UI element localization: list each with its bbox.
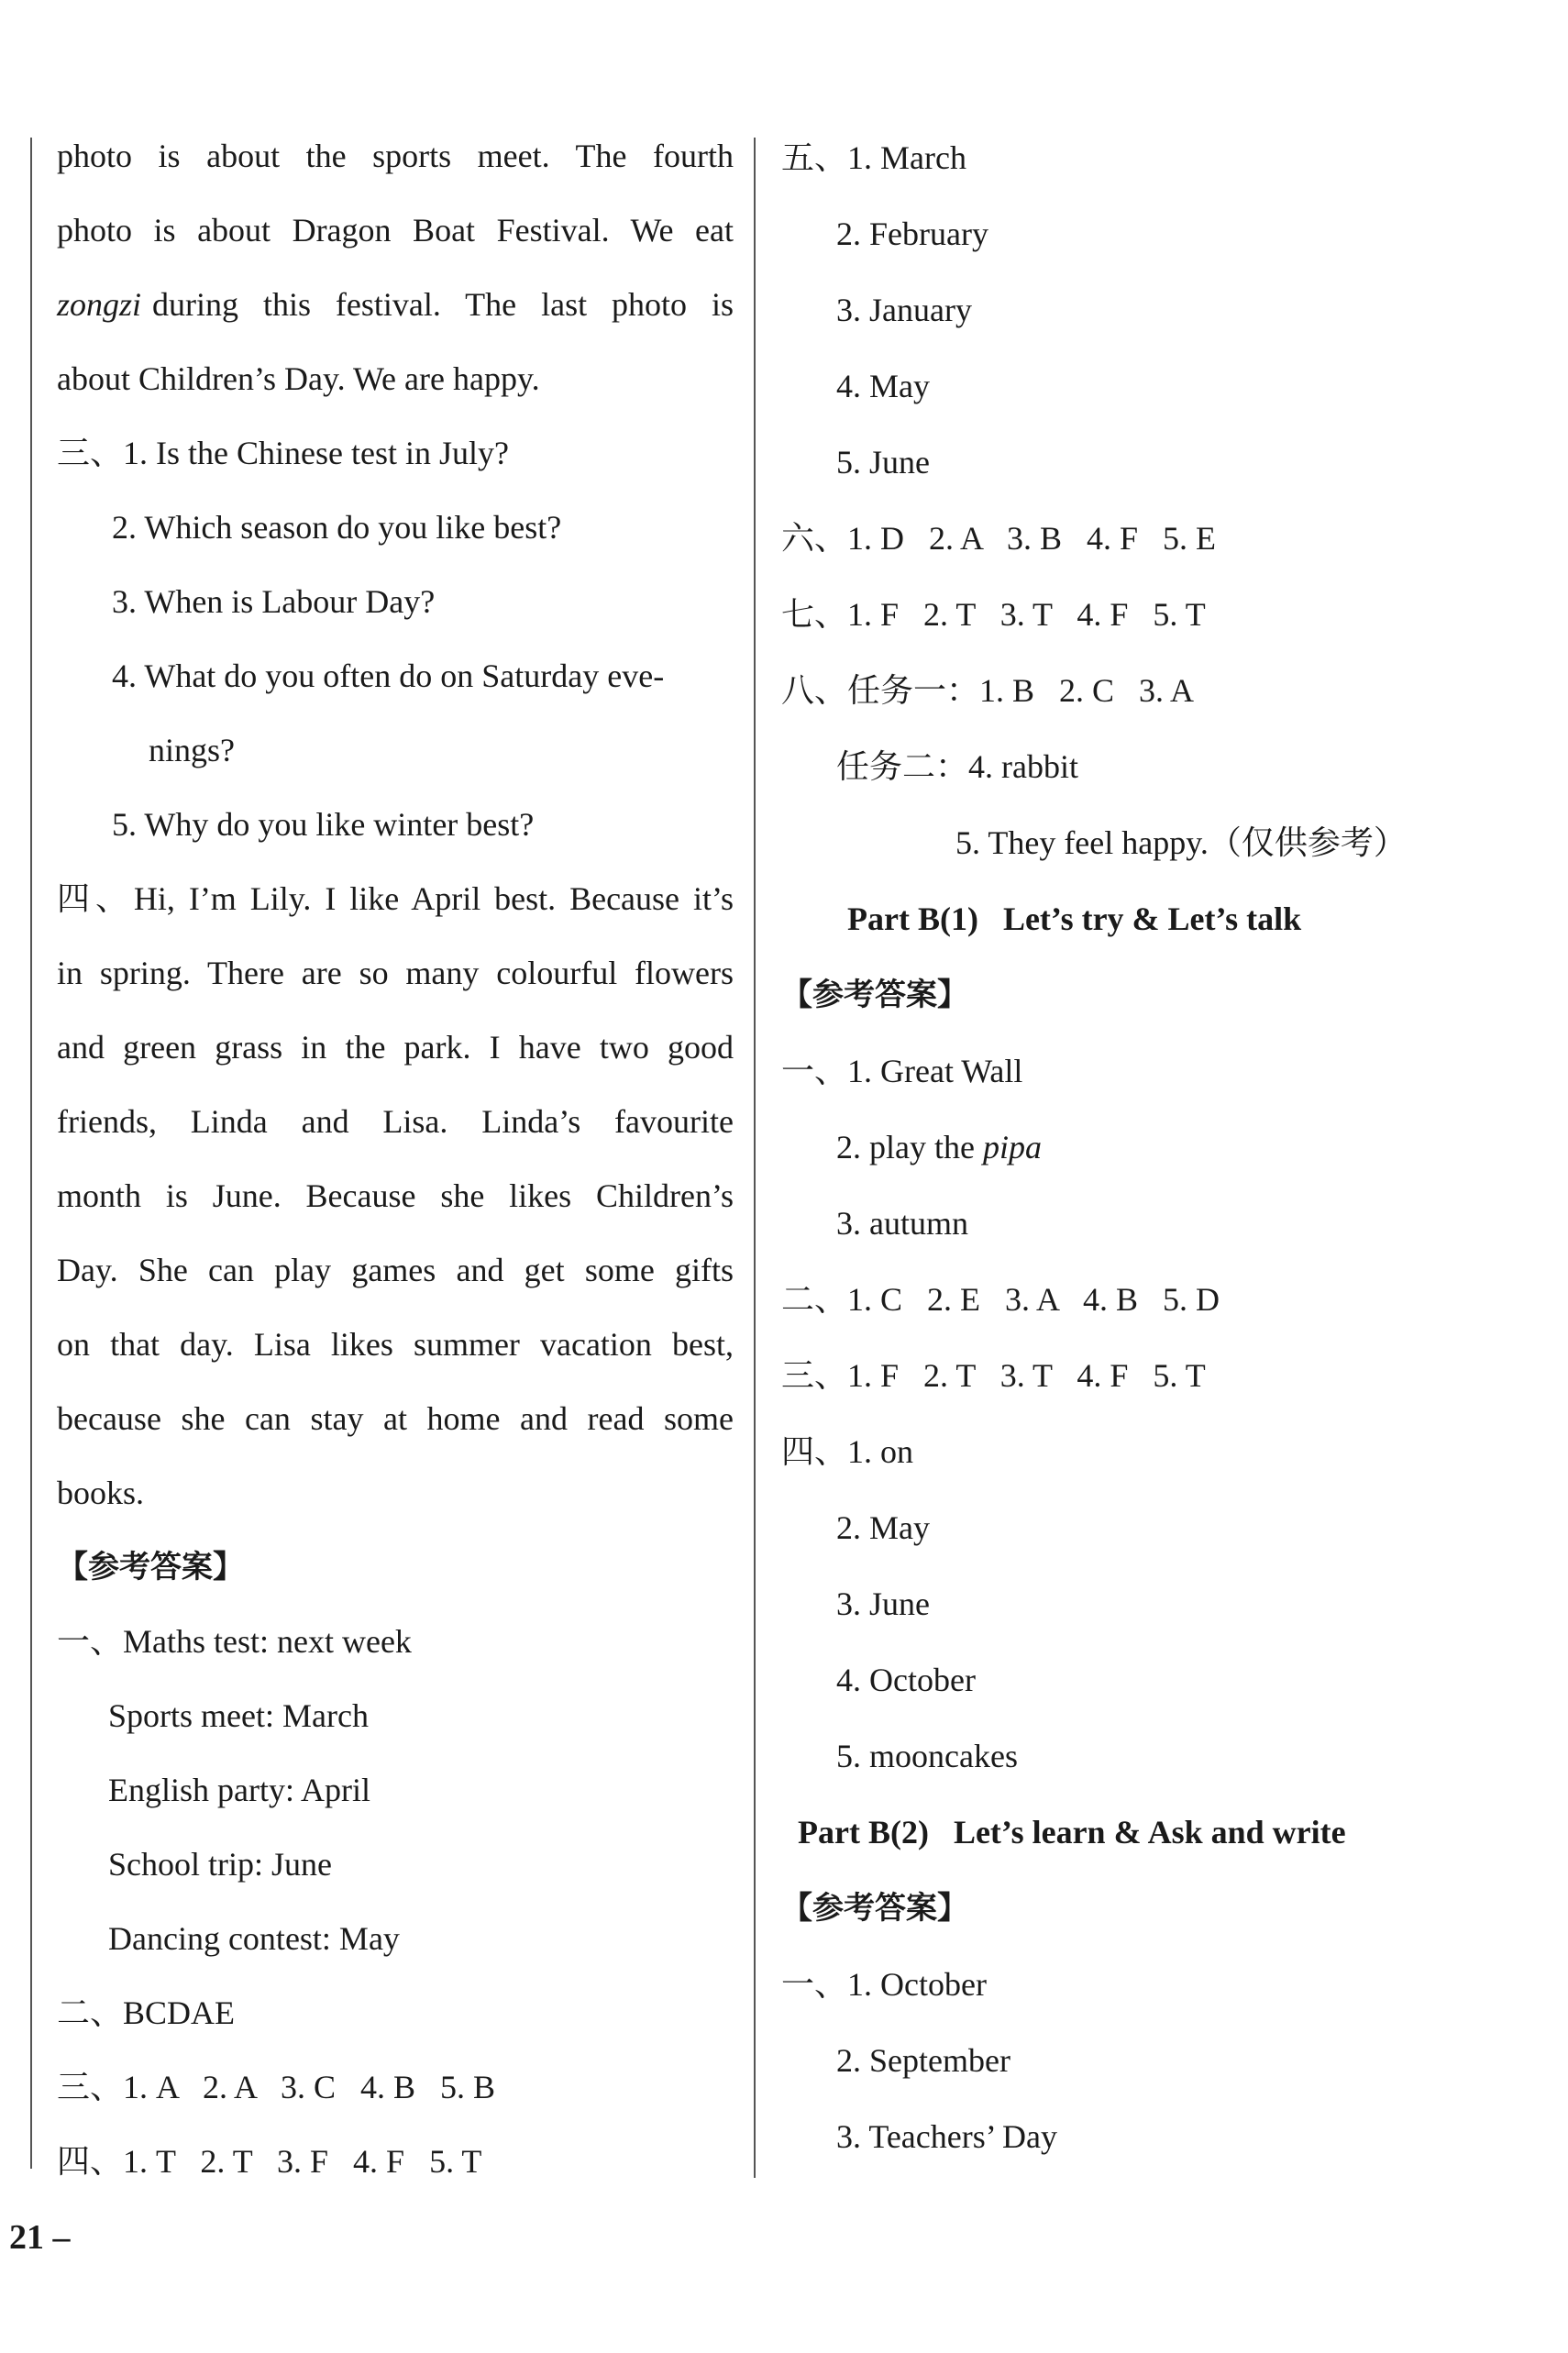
answer-line: 一、Maths test: next week	[57, 1623, 412, 1660]
answer-line: 3. January	[836, 292, 972, 328]
answer-line: 三、1. F 2. T 3. T 4. F 5. T	[781, 1357, 1206, 1394]
answer-line: 任务二：4. rabbit	[836, 748, 1078, 785]
passage-line: photo is about the sports meet. The fourth	[57, 138, 734, 174]
answer-line: 六、1. D 2. A 3. B 4. F 5. E	[781, 520, 1217, 557]
pipa-word: pipa	[982, 1129, 1042, 1165]
question-line: nings?	[149, 732, 235, 768]
question-line: 4. What do you often do on Saturday eve-	[112, 657, 665, 694]
question-line: 三、1. Is the Chinese test in July?	[57, 435, 509, 471]
answer-line: 4. May	[836, 368, 930, 404]
section-title: Part B(2) Let’s learn & Ask and write	[798, 1814, 1346, 1850]
answer-heading: 【参考答案】	[781, 977, 968, 1013]
answer-heading: 【参考答案】	[781, 1890, 968, 1927]
answer-line: 5. They feel happy.（仅供参考）	[955, 824, 1407, 861]
answer-line: School trip: June	[108, 1846, 332, 1883]
answer-heading: 【参考答案】	[57, 1549, 244, 1585]
answer-line: 2. September	[836, 2042, 1010, 2079]
writing-line: because she can stay at home and read some	[57, 1400, 734, 1437]
passage-line	[57, 284, 734, 325]
answer-line: 四、1. T 2. T 3. F 4. F 5. T	[57, 2143, 482, 2180]
writing-line: on that day. Lisa likes summer vacation best,	[57, 1326, 734, 1363]
writing-line: Day. She can play games and get some gifts	[57, 1252, 734, 1288]
answer-line: 三、1. A 2. A 3. C 4. B 5. B	[57, 2069, 496, 2105]
section-title: Part B(1) Let’s try & Let’s talk	[847, 900, 1302, 937]
answer-line: 5. mooncakes	[836, 1738, 1018, 1774]
writing-line: books.	[57, 1475, 145, 1511]
answer-line: 五、1. March	[781, 139, 966, 176]
answer-line: 四、1. on	[781, 1433, 914, 1470]
answer-line: Sports meet: March	[108, 1697, 369, 1734]
answer-line	[781, 1127, 1042, 1167]
answer-line: 七、1. F 2. T 3. T 4. F 5. T	[781, 596, 1206, 633]
answer-line: English party: April	[108, 1772, 370, 1808]
passage-line-rest: during this festival. The last photo is	[152, 286, 734, 323]
passage-line: photo is about Dragon Boat Festival. We eat	[57, 212, 734, 249]
question-line: 3. When is Labour Day?	[112, 583, 436, 620]
answer-line: 一、1. Great Wall	[781, 1053, 1023, 1089]
answer-line: 2. February	[836, 215, 988, 252]
answer-line: 2. May	[836, 1509, 930, 1546]
answer-line: 3. Teachers’ Day	[836, 2118, 1058, 2155]
answer-line: 二、1. C 2. E 3. A 4. B 5. D	[781, 1281, 1220, 1318]
writing-line: friends, Linda and Lisa. Linda’s favourite	[57, 1103, 734, 1140]
answer-line: 5. June	[836, 444, 930, 481]
answer-line: 八、任务一：1. B 2. C 3. A	[781, 672, 1195, 709]
left-margin-rule	[30, 138, 32, 2169]
writing-line: and green grass in the park. I have two good	[57, 1029, 734, 1066]
answer-line: 3. autumn	[836, 1205, 968, 1242]
writing-line: month is June. Because she likes Children’s	[57, 1177, 734, 1214]
writing-line: in spring. There are so many colourful flowers	[57, 955, 734, 991]
answer-text: 2. play the	[836, 1129, 975, 1165]
question-line: 5. Why do you like winter best?	[112, 806, 535, 843]
answer-line: 二、BCDAE	[57, 1994, 236, 2031]
answer-line: 4. October	[836, 1662, 976, 1698]
answer-line: 一、1. October	[781, 1966, 987, 2003]
question-line: 2. Which season do you like best?	[112, 509, 562, 546]
page-number: 21 –	[9, 2218, 71, 2257]
writing-line: 四、Hi, I’m Lily. I like April best. Because it’s	[57, 880, 734, 917]
zongzi-word: zongzi	[57, 286, 142, 323]
passage-line: about Children’s Day. We are happy.	[57, 360, 540, 397]
answer-line: Dancing contest: May	[108, 1920, 400, 1957]
column-divider	[754, 138, 756, 2178]
answer-line: 3. June	[836, 1585, 930, 1622]
